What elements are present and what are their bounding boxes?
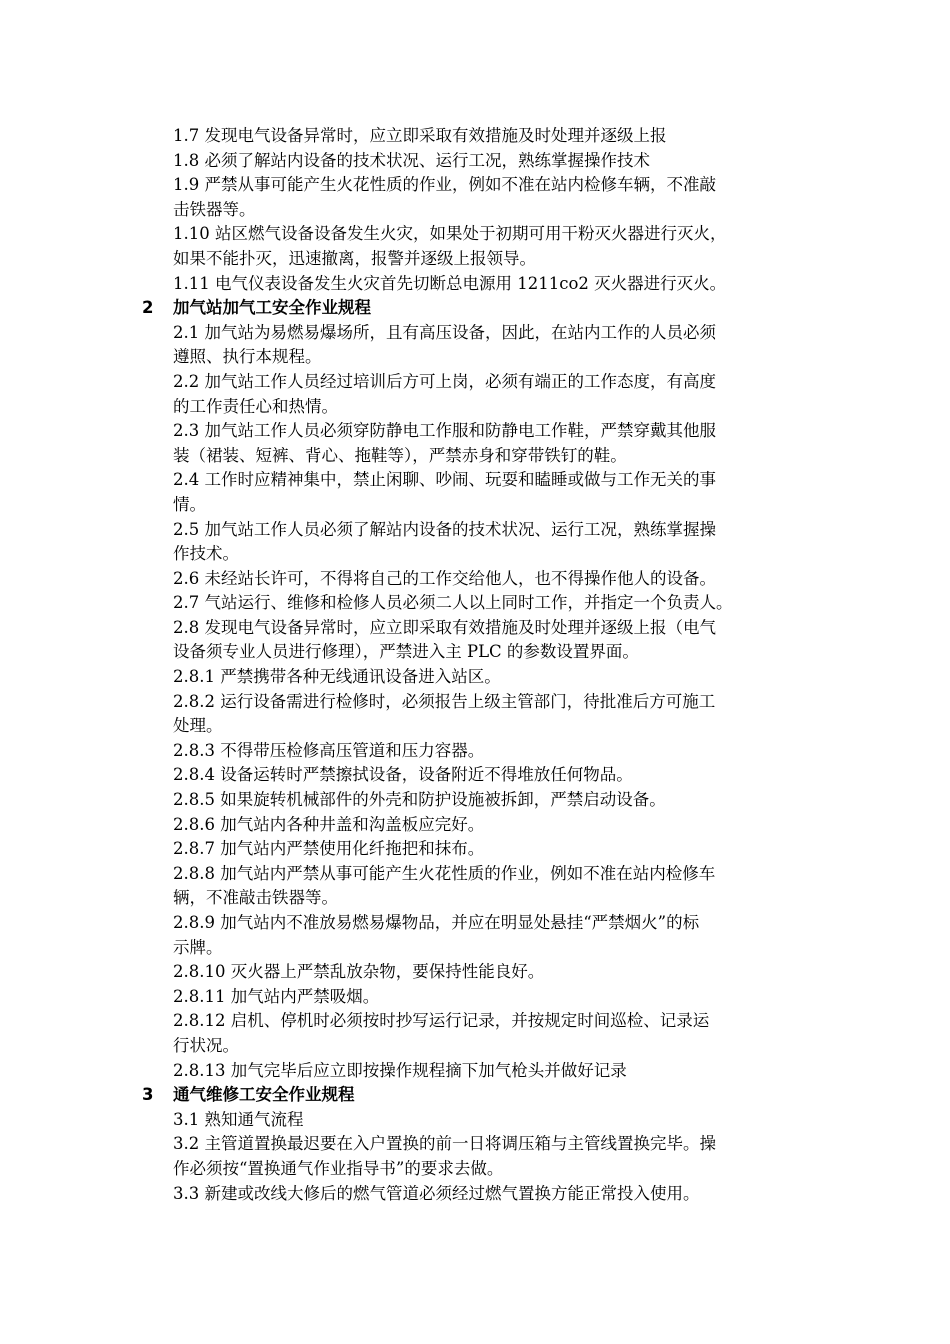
body-text-line: 1.9 严禁从事可能产生火花性质的作业，例如不准在站内检修车辆，不准敲 xyxy=(173,175,716,195)
body-text-line: 2.8.9 加气站内不准放易燃易爆物品，并应在明显处悬挂“严禁烟火”的标 xyxy=(173,913,700,932)
body-text-line: 处理。 xyxy=(173,716,223,736)
section-title: 通气维修工安全作业规程 xyxy=(173,1085,355,1105)
section-number: 3 xyxy=(142,1085,154,1105)
body-text-line: 2.8.1 严禁携带各种无线通讯设备进入站区。 xyxy=(173,667,501,687)
body-text-line: 1.7 发现电气设备异常时，应立即采取有效措施及时处理并逐级上报 xyxy=(173,126,667,145)
body-text-line: 遵照、执行本规程。 xyxy=(173,347,322,367)
body-text-line: 2.8.5 如果旋转机械部件的外壳和防护设施被拆卸，严禁启动设备。 xyxy=(173,790,666,810)
body-text-line: 2.6 未经站长许可，不得将自己的工作交给他人，也不得操作他人的设备。 xyxy=(173,568,716,588)
body-text-line: 3.2 主管道置换最迟要在入户置换的前一日将调压箱与主管线置换完毕。操 xyxy=(173,1134,716,1154)
body-text-line: 2.5 加气站工作人员必须了解站内设备的技术状况、运行工况，熟练掌握操 xyxy=(173,519,716,539)
body-text-line: 2.8.12 启机、停机时必须按时抄写运行记录，并按规定时间巡检、记录运 xyxy=(173,1011,710,1031)
body-text-line: 设备须专业人员进行修理），严禁进入主 PLC 的参数设置界面。 xyxy=(173,642,639,662)
body-text-line: 1.8 必须了解站内设备的技术状况、运行工况，熟练掌握操作技术 xyxy=(173,150,650,170)
section-heading xyxy=(142,296,822,321)
body-text-line: 2.8.6 加气站内各种井盖和沟盖板应完好。 xyxy=(173,814,485,834)
body-text-line: 2.8.2 运行设备需进行检修时，必须报告上级主管部门，待批准后方可施工 xyxy=(173,691,716,711)
body-text-line: 2.7 气站运行、维修和检修人员必须二人以上同时工作，并指定一个负责人。 xyxy=(173,593,733,613)
body-text-line: 情。 xyxy=(173,494,206,514)
body-text-line: 装（裙装、短裤、背心、拖鞋等），严禁赤身和穿带铁钉的鞋。 xyxy=(173,445,627,465)
body-text-line: 2.8.13 加气完毕后应立即按操作规程摘下加气枪头并做好记录 xyxy=(173,1060,627,1080)
body-text-line: 2.8.11 加气站内严禁吸烟。 xyxy=(173,986,380,1006)
body-text-line: 1.10 站区燃气设备设备发生火灾，如果处于初期可用干粉灭火器进行灭火， xyxy=(173,224,727,244)
section-heading xyxy=(142,1083,822,1108)
body-text-line: 作必须按“置换通气作业指导书”的要求去做。 xyxy=(173,1158,504,1178)
body-text-line: 3.3 新建或改线大修后的燃气管道必须经过燃气置换方能正常投入使用。 xyxy=(173,1183,700,1203)
body-text-line: 作技术。 xyxy=(173,544,239,564)
section-number: 2 xyxy=(142,298,154,318)
section-title: 加气站加气工安全作业规程 xyxy=(173,298,371,318)
body-text-line: 行状况。 xyxy=(173,1035,239,1055)
body-text-line: 的工作责任心和热情。 xyxy=(173,396,338,416)
body-text-line: 击铁器等。 xyxy=(173,199,256,219)
body-text-line: 2.8.10 灭火器上严禁乱放杂物，要保持性能良好。 xyxy=(173,962,545,982)
body-text-line: 2.4 工作时应精神集中，禁止闲聊、吵闹、玩耍和瞌睡或做与工作无关的事 xyxy=(173,470,716,490)
body-text-line: 2.2 加气站工作人员经过培训后方可上岗，必须有端正的工作态度，有高度 xyxy=(173,371,716,391)
body-text-line: 2.1 加气站为易燃易爆场所，且有高压设备，因此，在站内工作的人员必须 xyxy=(173,322,716,342)
body-text-line: 3.1 熟知通气流程 xyxy=(173,1109,304,1129)
body-text-line: 2.8.7 加气站内严禁使用化纤拖把和抹布。 xyxy=(173,839,485,859)
body-text-line: 示牌。 xyxy=(173,937,223,957)
body-text-line: 2.8.4 设备运转时严禁擦拭设备，设备附近不得堆放任何物品。 xyxy=(173,765,633,785)
body-text-line: 如果不能扑灭，迅速撤离，报警并逐级上报领导。 xyxy=(173,248,536,268)
body-text-line: 1.11 电气仪表设备发生火灾首先切断总电源用 1211co2 灭火器进行灭火。 xyxy=(173,273,727,293)
body-text-line: 辆，不准敲击铁器等。 xyxy=(173,888,338,908)
body-text-line: 2.3 加气站工作人员必须穿防静电工作服和防静电工作鞋，严禁穿戴其他服 xyxy=(173,421,716,441)
body-text-line: 2.8.8 加气站内严禁从事可能产生火花性质的作业，例如不准在站内检修车 xyxy=(173,863,716,883)
body-text-line: 2.8.3 不得带压检修高压管道和压力容器。 xyxy=(173,740,485,760)
document-body xyxy=(142,124,822,1206)
body-text-line: 2.8 发现电气设备异常时，应立即采取有效措施及时处理并逐级上报（电气 xyxy=(173,617,716,637)
